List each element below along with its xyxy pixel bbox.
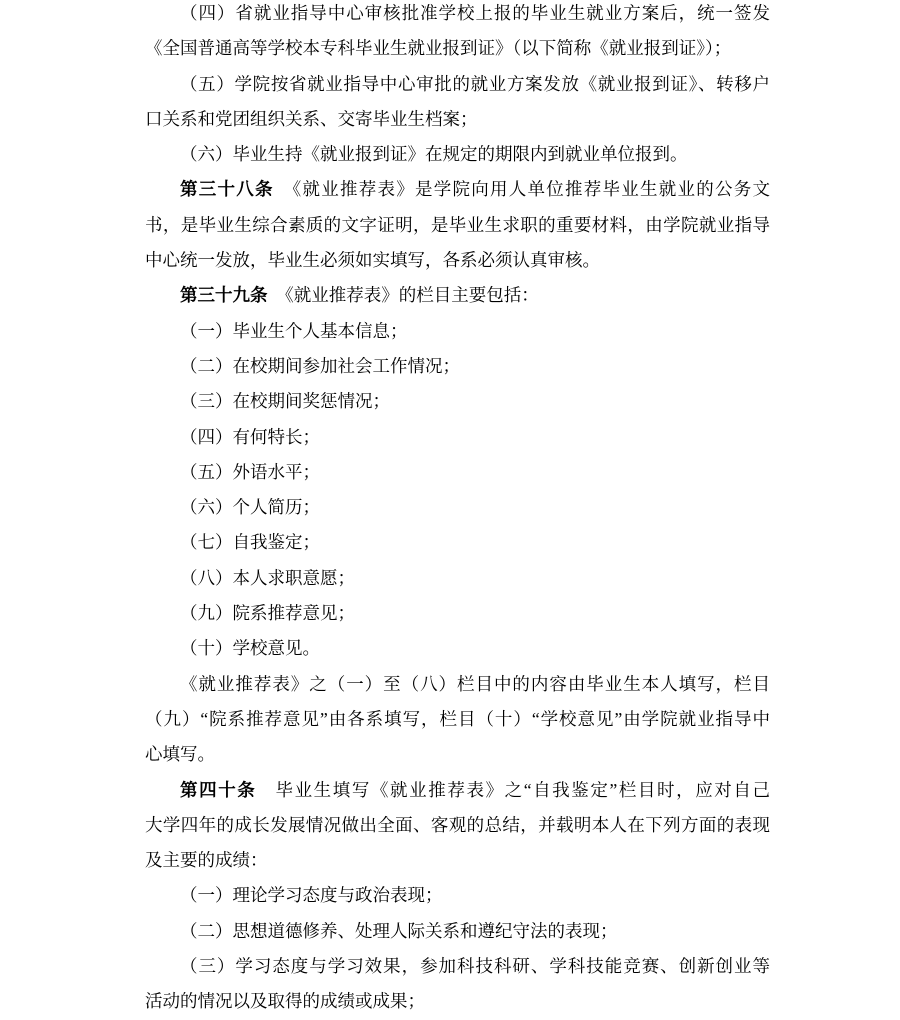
line-text: （九）院系推荐意见； [180, 603, 355, 624]
text-line [145, 384, 770, 419]
text-line [145, 561, 770, 596]
text-line [145, 490, 770, 525]
line-text: （三）学习态度与学习效果，参加科技科研、学科技能竞赛、创新创业等 [180, 956, 770, 977]
line-text: （六）个人简历； [180, 497, 320, 518]
article-number: 第四十条 [180, 779, 257, 800]
line-text: （五）学院按省就业指导中心审批的就业方案发放《就业报到证》、转移户 [180, 73, 770, 94]
line-text: 《就业推荐表》是学院向用人单位推荐毕业生就业的公务文 [273, 179, 770, 200]
text-line [145, 773, 770, 808]
text-line [145, 949, 770, 984]
line-text: 及主要的成绩： [145, 850, 268, 871]
text-line [145, 349, 770, 384]
line-text: 活动的情况以及取得的成绩或成果； [145, 991, 425, 1012]
text-line [145, 102, 770, 137]
text-line [145, 596, 770, 631]
line-text: （十）学校意见。 [180, 638, 320, 659]
text-line [145, 172, 770, 207]
text-line [145, 702, 770, 737]
line-text: 心填写。 [145, 744, 215, 765]
text-line [145, 631, 770, 666]
text-line [145, 420, 770, 455]
text-line [145, 31, 770, 66]
text-line [145, 843, 770, 878]
text-line [145, 455, 770, 490]
line-text: （二）思想道德修养、处理人际关系和遵纪守法的表现； [180, 920, 618, 941]
line-text: （五）外语水平； [180, 461, 320, 482]
text-line [145, 808, 770, 843]
line-text: 《全国普通高等学校本专科毕业生就业报到证》（以下简称《就业报到证》）； [145, 38, 732, 59]
text-line [145, 667, 770, 702]
line-text: （六）毕业生持《就业报到证》在规定的期限内到就业单位报到。 [180, 144, 688, 165]
line-text: 《就业推荐表》的栏目主要包括： [267, 285, 539, 306]
line-text: （四）省就业指导中心审核批准学校上报的毕业生就业方案后，统一签发 [180, 3, 770, 23]
line-text: 书，是毕业生综合素质的文字证明，是毕业生求职的重要材料，由学院就业指导 [145, 214, 770, 235]
line-text: 大学四年的成长发展情况做出全面、客观的总结，并载明本人在下列方面的表现 [145, 814, 770, 835]
text-line [145, 314, 770, 349]
article-number: 第三十九条 [180, 285, 268, 306]
text-line [145, 525, 770, 560]
line-text: （九）“院系推荐意见”由各系填写，栏目（十）“学校意见”由学院就业指导中 [145, 708, 770, 729]
text-line [145, 278, 770, 313]
line-text: （一）理论学习态度与政治表现； [180, 885, 443, 906]
line-text: （七）自我鉴定； [180, 532, 320, 553]
text-line [145, 878, 770, 913]
line-text: 《就业推荐表》之（一）至（八）栏目中的内容由毕业生本人填写，栏目 [180, 673, 770, 694]
text-line [145, 984, 770, 1019]
text-line [145, 67, 770, 102]
article-number: 第三十八条 [180, 179, 274, 200]
line-text: （一）毕业生个人基本信息； [180, 320, 408, 341]
text-line [145, 137, 770, 172]
text-line [145, 737, 770, 772]
line-text: （三）在校期间奖惩情况； [180, 391, 390, 412]
text-line [145, 0, 770, 31]
line-text: 中心统一发放，毕业生必须如实填写，各系必须认真审核。 [145, 250, 600, 271]
line-text: （二）在校期间参加社会工作情况； [180, 355, 460, 376]
line-text: 口关系和党团组织关系、交寄毕业生档案； [145, 108, 478, 129]
text-line [145, 243, 770, 278]
document-page [145, 0, 770, 1020]
text-line [145, 208, 770, 243]
line-text: 毕业生填写《就业推荐表》之“自我鉴定”栏目时，应对自己 [256, 779, 770, 800]
line-text: （四）有何特长； [180, 426, 320, 447]
text-line [145, 914, 770, 949]
line-text: （八）本人求职意愿； [180, 567, 355, 588]
